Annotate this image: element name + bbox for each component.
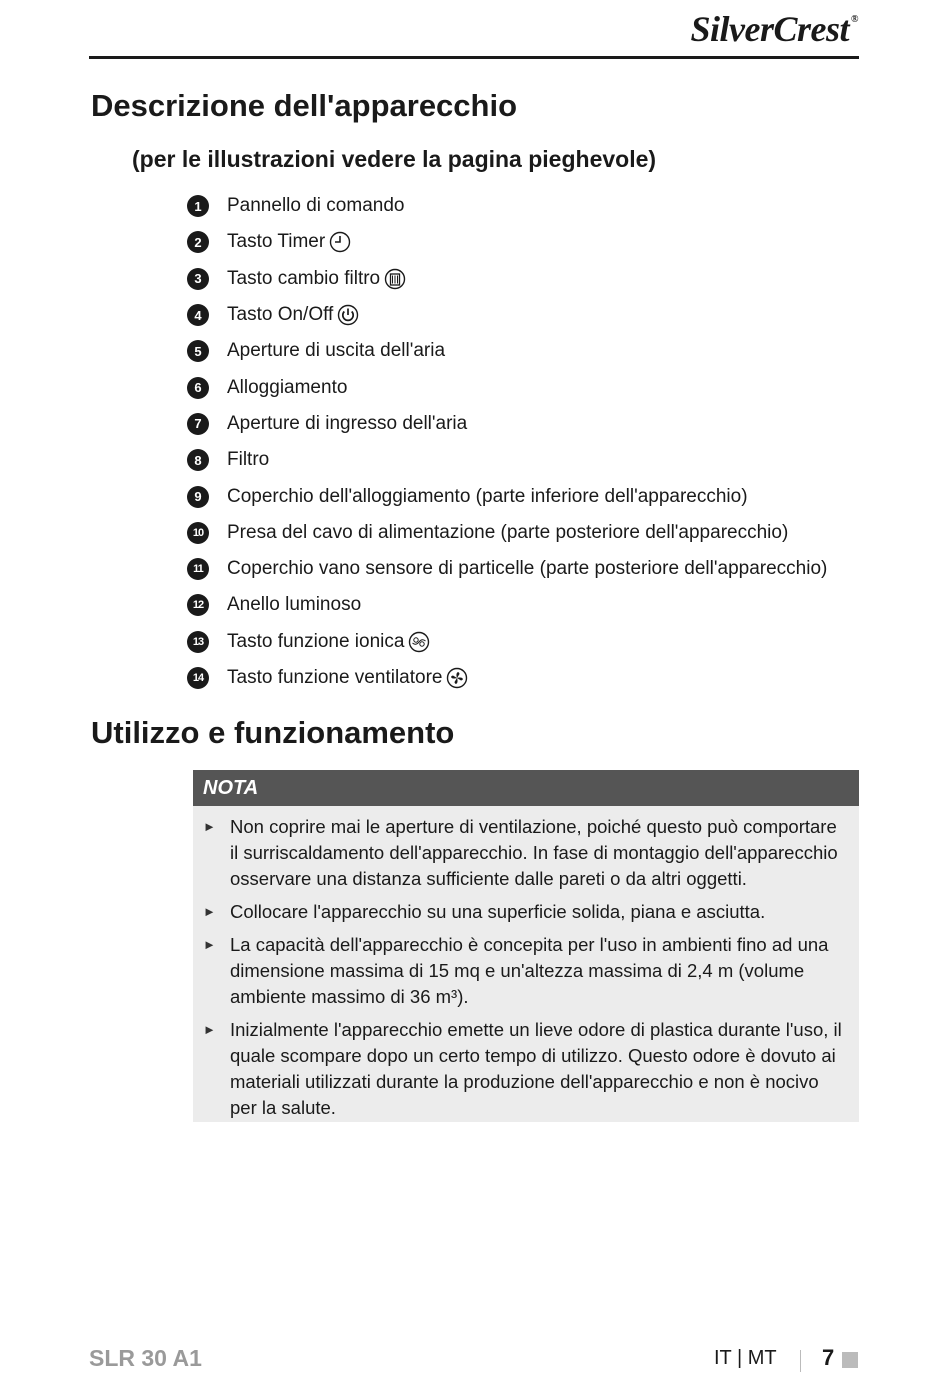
part-label: Alloggiamento bbox=[227, 376, 348, 398]
filter-change-icon bbox=[384, 268, 406, 290]
note-item-text: Non coprire mai le aperture di ventilazione, poiché questo può comportare il surriscaldamento dell'apparecchio. In fase di montaggio dell'apparecchio osservare una distanza sufficiente dalle pareti o da altri oggetti. bbox=[230, 816, 838, 889]
bullet-arrow-icon: ► bbox=[203, 1022, 216, 1037]
footer-languages: IT | MT bbox=[714, 1347, 777, 1369]
note-list bbox=[193, 806, 859, 1121]
note-item bbox=[193, 814, 849, 892]
section-title-usage: Utilizzo e funzionamento bbox=[91, 715, 455, 750]
part-item bbox=[187, 587, 867, 623]
part-label: Anello luminoso bbox=[227, 594, 362, 616]
part-label: Coperchio vano sensore di particelle (parte posteriore dell'apparecchio) bbox=[227, 558, 828, 580]
part-number-badge: 9 bbox=[187, 486, 209, 508]
part-label: Pannello di comando bbox=[227, 195, 405, 217]
power-icon bbox=[337, 304, 359, 326]
brand-reg-mark: ® bbox=[851, 14, 858, 25]
part-label: Tasto Timer bbox=[227, 231, 326, 253]
part-item bbox=[187, 333, 867, 369]
part-label: Presa del cavo di alimentazione (parte posteriore dell'apparecchio) bbox=[227, 521, 789, 543]
note-item-text: La capacità dell'apparecchio è concepita per l'uso in ambienti fino ad una dimensione massima di 15 mq e un'altezza massima di 2,4 m (volume ambiente massimo di 36 m³). bbox=[230, 934, 829, 1007]
note-item bbox=[193, 899, 849, 925]
ion-icon bbox=[408, 631, 430, 653]
section-subtitle: (per le illustrazioni vedere la pagina pieghevole) bbox=[132, 146, 657, 172]
part-label: Tasto funzione ventilatore bbox=[227, 667, 443, 688]
part-number-badge: 10 bbox=[187, 522, 209, 544]
part-item bbox=[187, 369, 867, 405]
part-item bbox=[187, 261, 867, 297]
part-number-badge: 4 bbox=[187, 304, 209, 326]
part-label: Tasto funzione ionica bbox=[227, 630, 405, 652]
footer-separator bbox=[800, 1350, 801, 1372]
header-rule bbox=[89, 56, 859, 59]
part-item bbox=[187, 515, 867, 551]
footer-model: SLR 30 A1 bbox=[89, 1345, 202, 1371]
part-item bbox=[187, 188, 867, 224]
bullet-arrow-icon: ► bbox=[203, 904, 216, 919]
part-item bbox=[187, 478, 867, 514]
part-item bbox=[187, 406, 867, 442]
part-label: Aperture di uscita dell'aria bbox=[227, 340, 446, 362]
bullet-arrow-icon: ► bbox=[203, 937, 216, 952]
part-label: Tasto cambio filtro bbox=[227, 267, 381, 289]
brand-logo bbox=[691, 8, 859, 50]
part-number-badge: 8 bbox=[187, 449, 209, 471]
part-item bbox=[187, 224, 867, 260]
part-item bbox=[187, 551, 867, 587]
note-item bbox=[193, 932, 849, 1010]
footer-page-number: 7 bbox=[822, 1345, 835, 1370]
part-item bbox=[187, 624, 867, 660]
brand-name: SilverCrest bbox=[690, 9, 850, 49]
footer-square bbox=[842, 1352, 858, 1368]
part-label: Coperchio dell'alloggiamento (parte inferiore dell'apparecchio) bbox=[227, 485, 748, 507]
part-number-badge: 2 bbox=[187, 231, 209, 253]
note-item bbox=[193, 1017, 849, 1121]
part-number-badge: 14 bbox=[187, 667, 209, 689]
part-number-badge: 1 bbox=[187, 195, 209, 217]
note-heading: NOTA bbox=[193, 770, 859, 806]
parts-list bbox=[187, 188, 867, 696]
section-title-description: Descrizione dell'apparecchio bbox=[91, 88, 518, 123]
part-number-badge: 13 bbox=[187, 631, 209, 653]
note-item-text: Inizialmente l'apparecchio emette un lieve odore di plastica durante l'uso, il quale scompare dopo un certo tempo di utilizzo. Questo odore è dovuto ai materiali utilizzati durante la produzione dell'apparecchio e non è nocivo per la salute. bbox=[230, 1019, 842, 1118]
part-number-badge: 5 bbox=[187, 340, 209, 362]
part-number-badge: 6 bbox=[187, 377, 209, 399]
part-number-badge: 7 bbox=[187, 413, 209, 435]
part-item bbox=[187, 660, 867, 696]
note-item-text: Collocare l'apparecchio su una superficie solida, piana e asciutta. bbox=[230, 901, 766, 922]
part-label: Aperture di ingresso dell'aria bbox=[227, 412, 468, 434]
part-item bbox=[187, 297, 867, 333]
timer-icon bbox=[329, 231, 351, 253]
fan-icon bbox=[446, 667, 468, 689]
part-item bbox=[187, 442, 867, 478]
part-label: Tasto On/Off bbox=[227, 304, 334, 326]
part-number-badge: 12 bbox=[187, 594, 209, 616]
part-number-badge: 3 bbox=[187, 268, 209, 290]
note-box bbox=[193, 770, 859, 1122]
part-label: Filtro bbox=[227, 449, 270, 471]
bullet-arrow-icon: ► bbox=[203, 819, 216, 834]
part-number-badge: 11 bbox=[187, 558, 209, 580]
